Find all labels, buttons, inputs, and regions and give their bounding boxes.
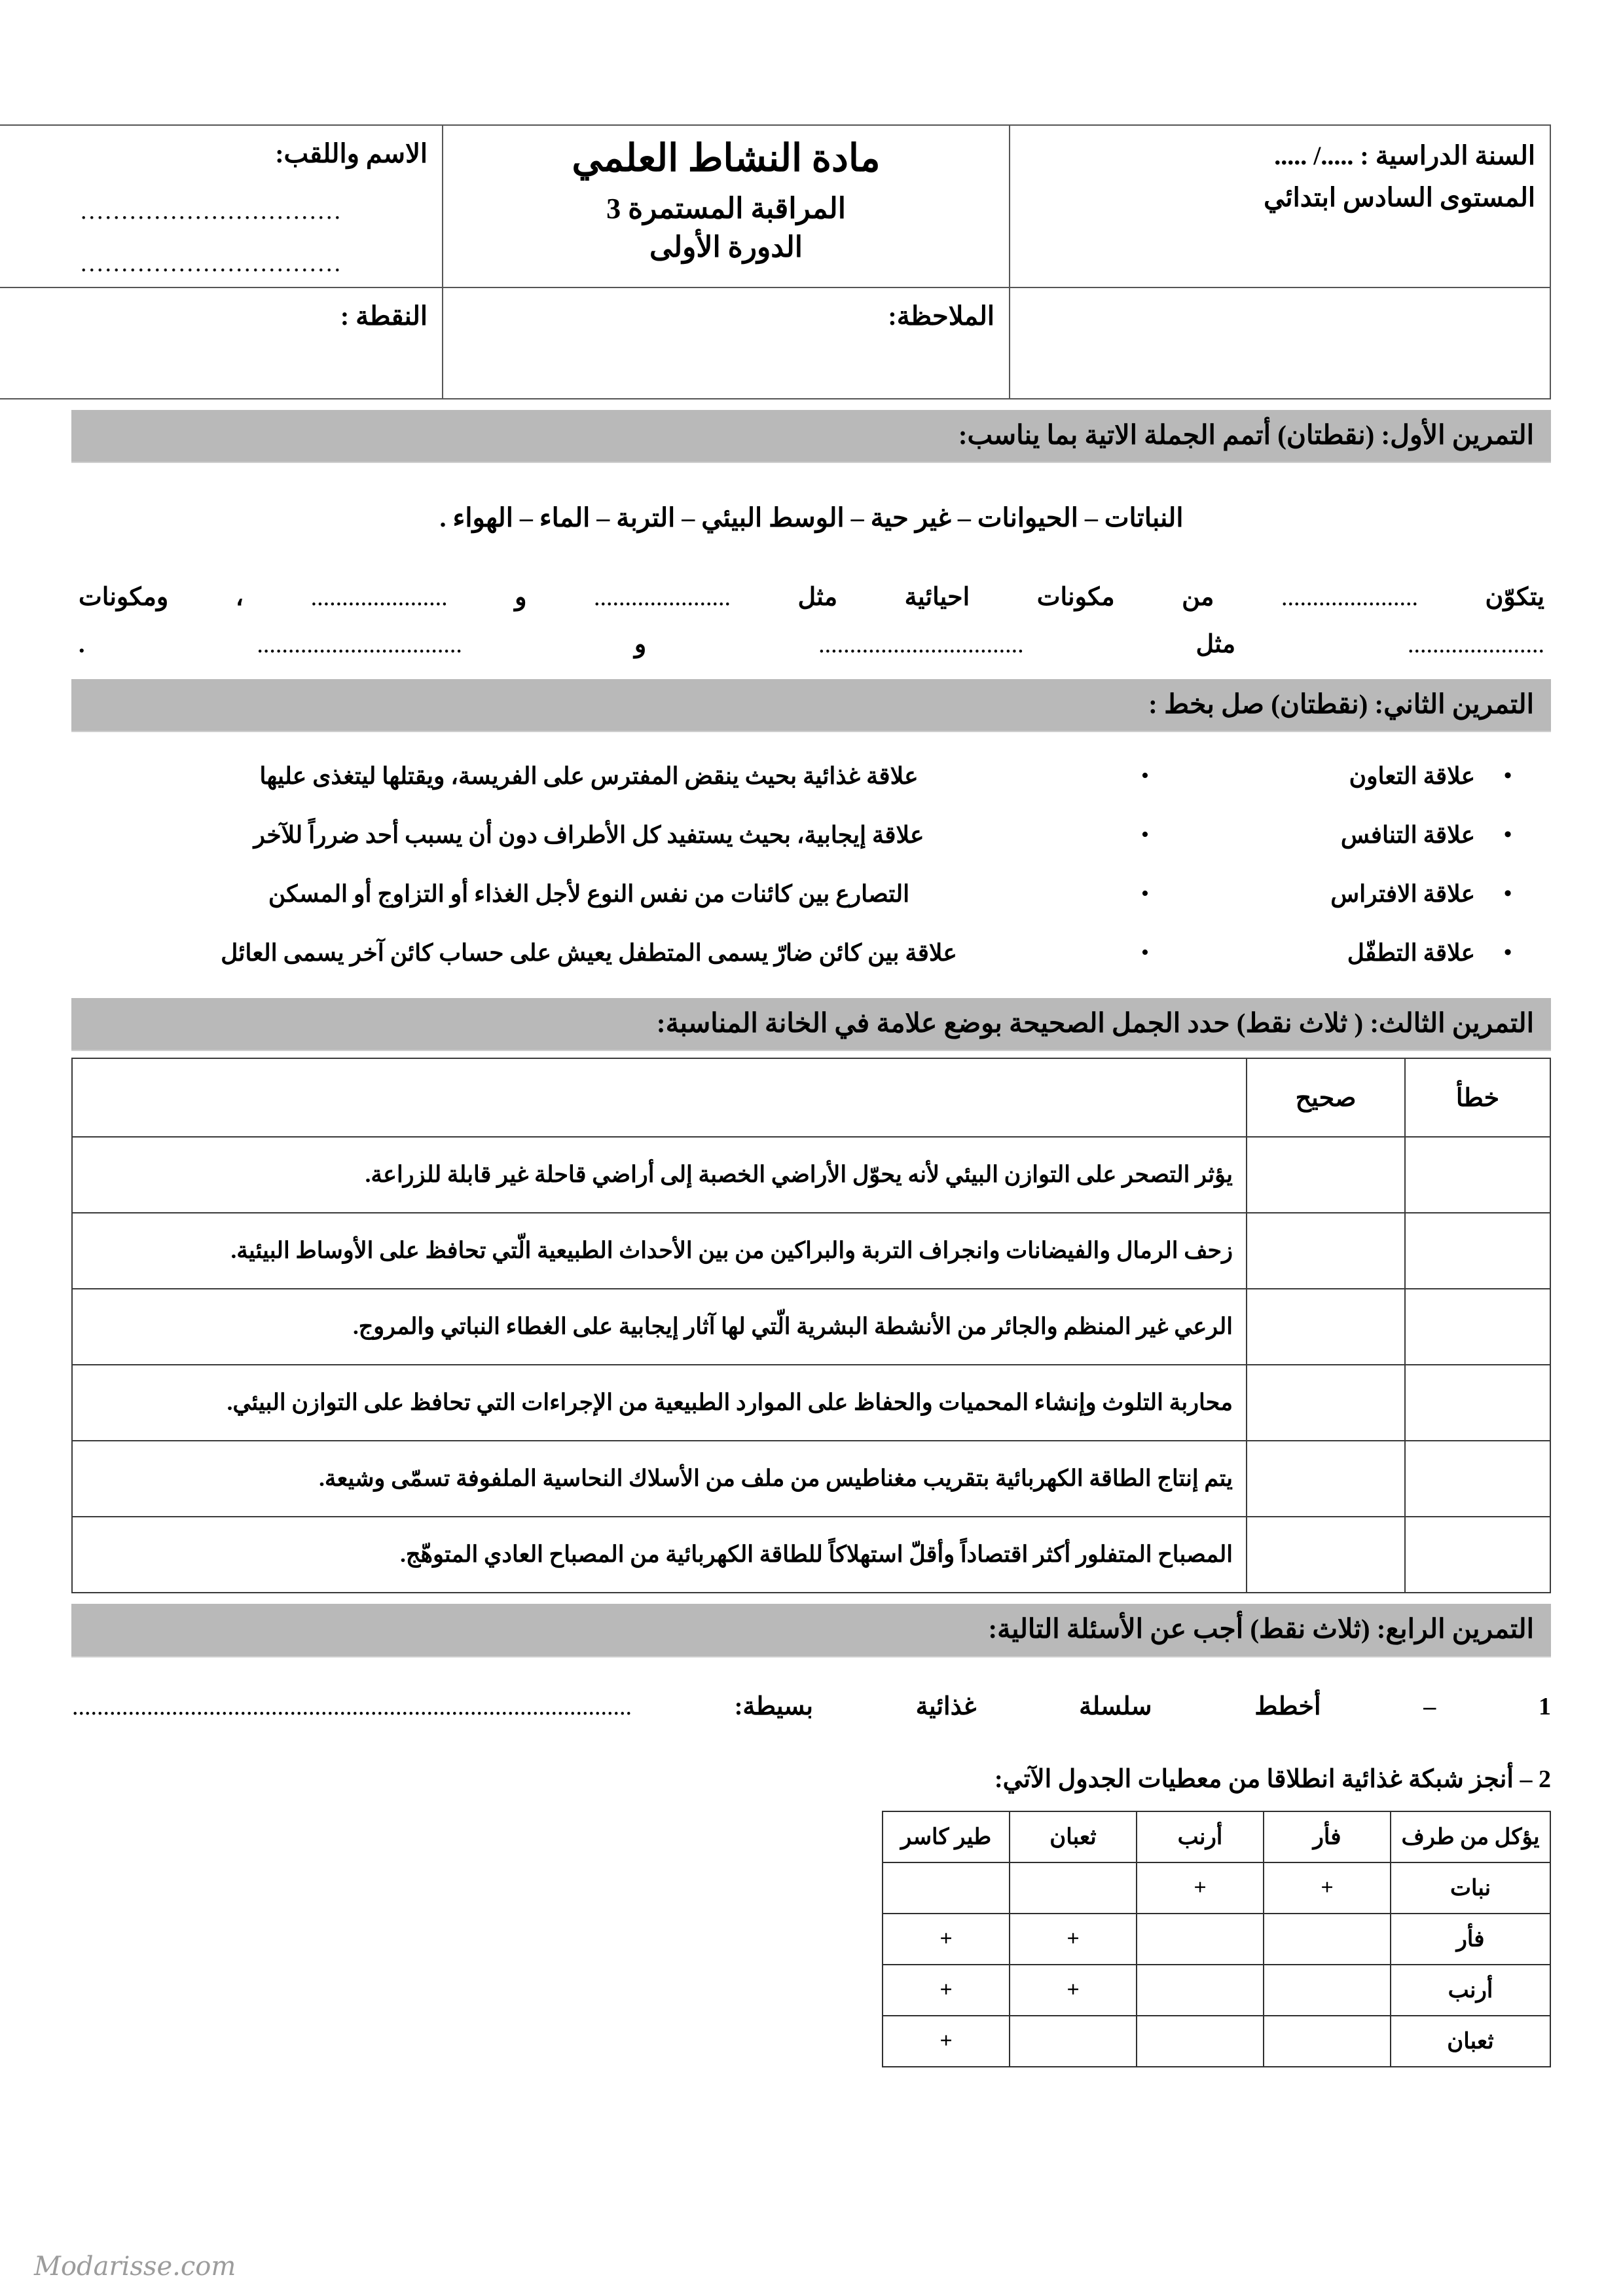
- bullet-icon[interactable]: •: [1141, 940, 1149, 965]
- table-row: [72, 1441, 1550, 1517]
- matching-description-4: علاقة بين كائن ضارّ يسمى المتطفل يعيش على حساب كائن آخر يسمى العائل: [221, 939, 957, 966]
- food-web-table: [882, 1811, 1551, 2067]
- checkbox-cell-right[interactable]: [1247, 1441, 1405, 1517]
- bullet-icon[interactable]: •: [1504, 822, 1512, 847]
- empty-cell: [1010, 287, 1550, 399]
- table-row: [72, 1365, 1550, 1441]
- blank-text-2c: .: [79, 631, 85, 659]
- statement-text: يتم إنتاج الطاقة الكهربائية بتقريب مغناطيس من ملف من الأسلاك النحاسية الملفوفة تسمّى وشيعة.: [72, 1441, 1247, 1517]
- food-web-cell: [1264, 1965, 1391, 2016]
- matching-label-text: علاقة التطفّل: [1347, 939, 1476, 966]
- identity-row-bottom: [0, 287, 1550, 399]
- food-web-col-header-3: ثعبان: [1010, 1811, 1137, 1862]
- identity-table: [0, 124, 1551, 399]
- matching-label-2[interactable]: [1204, 821, 1551, 849]
- column-header-right: صحيح: [1247, 1058, 1405, 1137]
- matching-description-1: علاقة غذائية بحيث ينقض المفترس على الفريسة، ويقتلها ليتغذى عليها: [259, 762, 919, 789]
- food-web-row-header-4: ثعبان: [1391, 2016, 1550, 2067]
- checkbox-cell-wrong[interactable]: [1405, 1365, 1550, 1441]
- food-web-cell: [1137, 1965, 1264, 2016]
- blank-dots-1a[interactable]: ......................: [1281, 583, 1418, 612]
- food-web-table-holder: [72, 1811, 1551, 2067]
- term-title: الدورة الأولى: [649, 231, 803, 263]
- matching-row[interactable]: [72, 880, 1551, 908]
- table-row: [72, 1137, 1550, 1213]
- blank-text-2b: و: [634, 631, 647, 659]
- food-web-row-header-3: أرنب: [1391, 1965, 1550, 2016]
- food-web-cell: +: [1010, 1914, 1137, 1965]
- table-header-row: [72, 1058, 1550, 1137]
- matching-description-2: علاقة إيجابية، بحيث يستفيد كل الأطراف دون أن يسبب أحد ضرراً للآخر: [253, 821, 924, 848]
- matching-row[interactable]: [72, 821, 1551, 849]
- exercise1-word-bank: النباتات – الحيوانات – غير حية – الوسط البيئي – التربة – الماء – الهواء .: [439, 503, 1184, 533]
- food-web-cell: [883, 1862, 1010, 1914]
- bullet-icon[interactable]: •: [1504, 940, 1512, 965]
- bullet-icon[interactable]: •: [1141, 822, 1149, 847]
- blank-text-2a: مثل: [1195, 631, 1236, 659]
- exercise2-banner: التمرين الثاني: (نقطتان) صل بخط :: [71, 679, 1551, 732]
- exercise1-banner: التمرين الأول: (نقطتان) أتمم الجملة الاتية بما يناسب:: [71, 410, 1551, 463]
- bullet-icon[interactable]: •: [1504, 881, 1512, 906]
- exercise4-question-2: 2 – أنجز شبكة غذائية انطلاقا من معطيات الجدول الآتي:: [994, 1765, 1551, 1793]
- food-web-cell: [1010, 1862, 1137, 1914]
- matching-label-text: علاقة الافتراس: [1330, 880, 1476, 907]
- checkbox-cell-wrong[interactable]: [1405, 1441, 1550, 1517]
- blank-text-1b: من مكونات احيائية مثل: [797, 583, 1214, 612]
- assessment-title: المراقبة المستمرة 3: [606, 192, 846, 225]
- checkbox-cell-wrong[interactable]: [1405, 1517, 1550, 1593]
- food-web-cell: +: [883, 1914, 1010, 1965]
- year-cell: [1010, 125, 1550, 287]
- table-row: [72, 1517, 1550, 1593]
- food-web-cell: [1264, 2016, 1391, 2067]
- statement-text: زحف الرمال والفيضانات وانجراف التربة والبراكين من بين الأحداث الطبيعية الّتي تحافظ على الأوساط البيئية.: [72, 1213, 1247, 1289]
- food-web-cell: [1137, 2016, 1264, 2067]
- exercise1-blank-line-2[interactable]: [72, 621, 1551, 668]
- blank-dots-2b[interactable]: .................................: [818, 631, 1024, 659]
- name-dots-1[interactable]: ................................: [81, 197, 342, 225]
- food-web-cell: [1137, 1914, 1264, 1965]
- school-year-label: السنة الدراسية : ...../ .....: [1274, 141, 1535, 170]
- exercise3-banner: التمرين الثالث: ( ثلاث نقط) حدد الجمل الصحيحة بوضع علامة في الخانة المناسبة:: [71, 998, 1551, 1051]
- statement-text: يؤثر التصحر على التوازن البيئي لأنه يحوّل الأراضي الخصبة إلى أراضي قاحلة غير قابلة للزراعة.: [72, 1137, 1247, 1213]
- matching-description-3: التصارع بين كائنات من نفس النوع لأجل الغذاء أو التزاوج أو المسكن: [268, 880, 910, 907]
- checkbox-cell-right[interactable]: [1247, 1289, 1405, 1365]
- exercise4-banner: التمرين الرابع: (ثلاث نقط) أجب عن الأسئلة التالية:: [71, 1604, 1551, 1657]
- bullet-icon[interactable]: •: [1141, 763, 1149, 788]
- table-row: [72, 1289, 1550, 1365]
- food-web-cell: +: [1137, 1862, 1264, 1914]
- blank-dots-2a[interactable]: ......................: [1408, 631, 1544, 659]
- true-false-table: [71, 1058, 1551, 1593]
- food-web-col-header-2: أرنب: [1137, 1811, 1264, 1862]
- food-web-cell: [1010, 2016, 1137, 2067]
- matching-label-3[interactable]: [1204, 880, 1551, 908]
- checkbox-cell-wrong[interactable]: [1405, 1137, 1550, 1213]
- question1-text: 1 – أخطط سلسلة غذائية بسيطة:: [734, 1692, 1551, 1720]
- food-web-row-header-1: نبات: [1391, 1862, 1550, 1914]
- checkbox-cell-wrong[interactable]: [1405, 1213, 1550, 1289]
- blank-dots-1b[interactable]: ......................: [594, 583, 731, 612]
- blank-text-1c: و: [515, 583, 527, 612]
- name-dots-2[interactable]: ................................: [81, 250, 342, 277]
- food-web-row-header-2: فأر: [1391, 1914, 1550, 1965]
- matching-label-text: علاقة التعاون: [1349, 762, 1476, 789]
- food-web-row: [883, 1862, 1550, 1914]
- matching-label-1[interactable]: [1204, 762, 1551, 790]
- food-web-header-row: [883, 1811, 1550, 1862]
- checkbox-cell-right[interactable]: [1247, 1517, 1405, 1593]
- blank-dots-1c[interactable]: ......................: [310, 583, 448, 612]
- matching-label-text: علاقة التنافس: [1340, 821, 1476, 848]
- title-cell: [443, 125, 1010, 287]
- checkbox-cell-right[interactable]: [1247, 1213, 1405, 1289]
- grade-label: النقطة :: [340, 301, 428, 331]
- food-web-cell: +: [1010, 1965, 1137, 2016]
- site-watermark: Modarisse.com: [34, 2251, 236, 2282]
- blank-dots-2c[interactable]: .................................: [257, 631, 462, 659]
- column-header-statement: [72, 1058, 1247, 1137]
- food-web-cell: +: [1264, 1862, 1391, 1914]
- matching-list: [72, 762, 1551, 967]
- food-web-col-header-1: فأر: [1264, 1811, 1391, 1862]
- bullet-icon[interactable]: •: [1504, 763, 1512, 788]
- matching-row[interactable]: [72, 939, 1551, 967]
- name-label: الاسم واللقب:: [275, 139, 428, 168]
- statement-text: الرعي غير المنظم والجائر من الأنشطة البشرية الّتي لها آثار إيجابية على الغطاء النباتي والمروج.: [72, 1289, 1247, 1365]
- matching-label-4[interactable]: [1204, 939, 1551, 967]
- bullet-icon[interactable]: •: [1141, 881, 1149, 906]
- grade-cell: [0, 287, 443, 399]
- food-web-corner-header: يؤكل من طرف: [1391, 1811, 1550, 1862]
- exercise4-question-1[interactable]: [72, 1692, 1551, 1721]
- food-web-cell: +: [883, 2016, 1010, 2067]
- table-row: [72, 1213, 1550, 1289]
- statement-text: محاربة التلوث وإنشاء المحميات والحفاظ على الموارد الطبيعية من الإجراءات التي تحافظ على التوازن البيئي.: [72, 1365, 1247, 1441]
- question1-answer-dots[interactable]: ..........................................................................................: [72, 1692, 632, 1720]
- statement-text: المصباح المتفلور أكثر اقتصاداً وأقلّ استهلاكاً للطاقة الكهربائية من المصباح العادي المتوهّج.: [72, 1517, 1247, 1593]
- checkbox-cell-right[interactable]: [1247, 1137, 1405, 1213]
- food-web-row: [883, 2016, 1550, 2067]
- checkbox-cell-right[interactable]: [1247, 1365, 1405, 1441]
- student-name-cell: [0, 125, 443, 287]
- checkbox-cell-wrong[interactable]: [1405, 1289, 1550, 1365]
- blank-text-1d: ، ومكونات: [79, 583, 244, 612]
- food-web-row: [883, 1965, 1550, 2016]
- exercise1-blank-line-1[interactable]: [72, 574, 1551, 621]
- subject-title: مادة النشاط العلمي: [572, 137, 881, 179]
- level-label: المستوى السادس ابتدائي: [1264, 183, 1535, 212]
- food-web-cell: +: [883, 1965, 1010, 2016]
- blank-text-1a: يتكوّن: [1485, 583, 1545, 612]
- food-web-col-header-4: طير كاسر: [883, 1811, 1010, 1862]
- food-web-row: [883, 1914, 1550, 1965]
- matching-row[interactable]: [72, 762, 1551, 790]
- note-cell: [443, 287, 1010, 399]
- identity-row-top: [0, 125, 1550, 287]
- note-label: الملاحظة:: [888, 301, 994, 331]
- food-web-cell: [1264, 1914, 1391, 1965]
- column-header-wrong: خطأ: [1405, 1058, 1550, 1137]
